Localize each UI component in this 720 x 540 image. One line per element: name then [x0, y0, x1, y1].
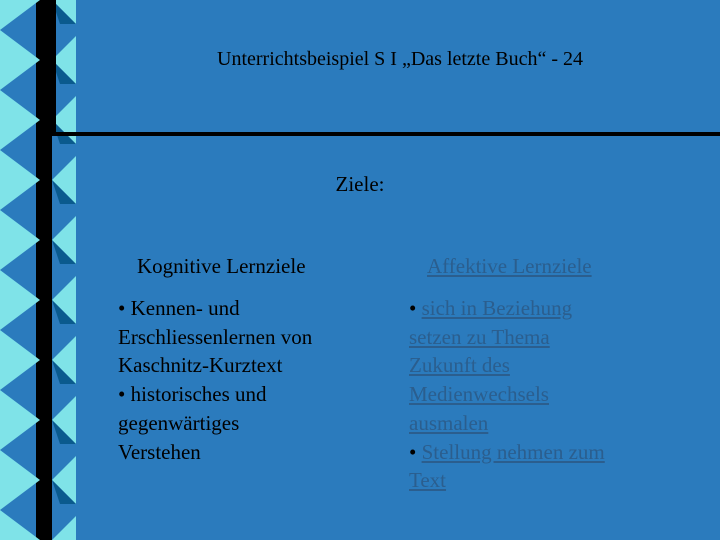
- right-line[interactable]: [409, 409, 649, 438]
- right-line[interactable]: [409, 351, 649, 380]
- triangle-shape: [0, 510, 40, 540]
- slide-title: Unterrichtsbeispiel S I „Das letzte Buch“ - 24: [217, 48, 583, 70]
- left-line: Kaschnitz-Kurztext: [118, 353, 283, 378]
- triangle-shape: [0, 270, 40, 330]
- left-line: Verstehen: [118, 439, 201, 464]
- title-divider-horizontal: [52, 132, 720, 136]
- triangle-shape: [0, 90, 40, 150]
- right-line-link[interactable]: ausmalen: [409, 410, 489, 435]
- right-line[interactable]: [409, 294, 649, 323]
- left-triangle-decoration: [0, 0, 80, 540]
- triangle-shape: [0, 30, 40, 90]
- triangle-shape: [0, 450, 40, 510]
- left-line: Erschliessenlernen von: [118, 324, 313, 349]
- left-line: • Kennen- und: [118, 296, 240, 320]
- triangle-shape: [52, 516, 76, 540]
- left-line: • historisches und: [118, 382, 267, 407]
- right-line[interactable]: [409, 466, 649, 495]
- bullet: •: [409, 296, 422, 320]
- right-line-link[interactable]: sich in Beziehung: [421, 296, 573, 320]
- left-column-heading: Kognitive Lernziele: [137, 254, 306, 278]
- right-column-body: [409, 294, 649, 495]
- right-line-link[interactable]: Zukunft des: [409, 353, 510, 378]
- title-divider-vertical: [52, 0, 56, 136]
- right-line[interactable]: [409, 380, 649, 409]
- triangle-shape: [0, 0, 40, 30]
- right-line[interactable]: [409, 438, 649, 467]
- right-line-link[interactable]: Medienwechsels: [409, 382, 549, 407]
- triangle-shape: [0, 330, 40, 390]
- right-line[interactable]: [409, 323, 649, 352]
- right-line-link[interactable]: Stellung nehmen zum: [421, 439, 605, 464]
- left-line: gegenwärtiges: [118, 410, 240, 435]
- triangle-shape: [0, 390, 40, 450]
- left-column-body: [118, 294, 378, 466]
- right-column-heading[interactable]: Affektive Lernziele: [427, 254, 592, 278]
- triangle-shape: [0, 210, 40, 270]
- section-subtitle: Ziele:: [335, 172, 385, 196]
- decoration-strip: [36, 0, 52, 540]
- triangle-shape: [0, 150, 40, 210]
- right-line-link[interactable]: setzen zu Thema: [409, 324, 550, 349]
- right-line-link[interactable]: Text: [409, 468, 447, 493]
- bullet: •: [409, 439, 422, 464]
